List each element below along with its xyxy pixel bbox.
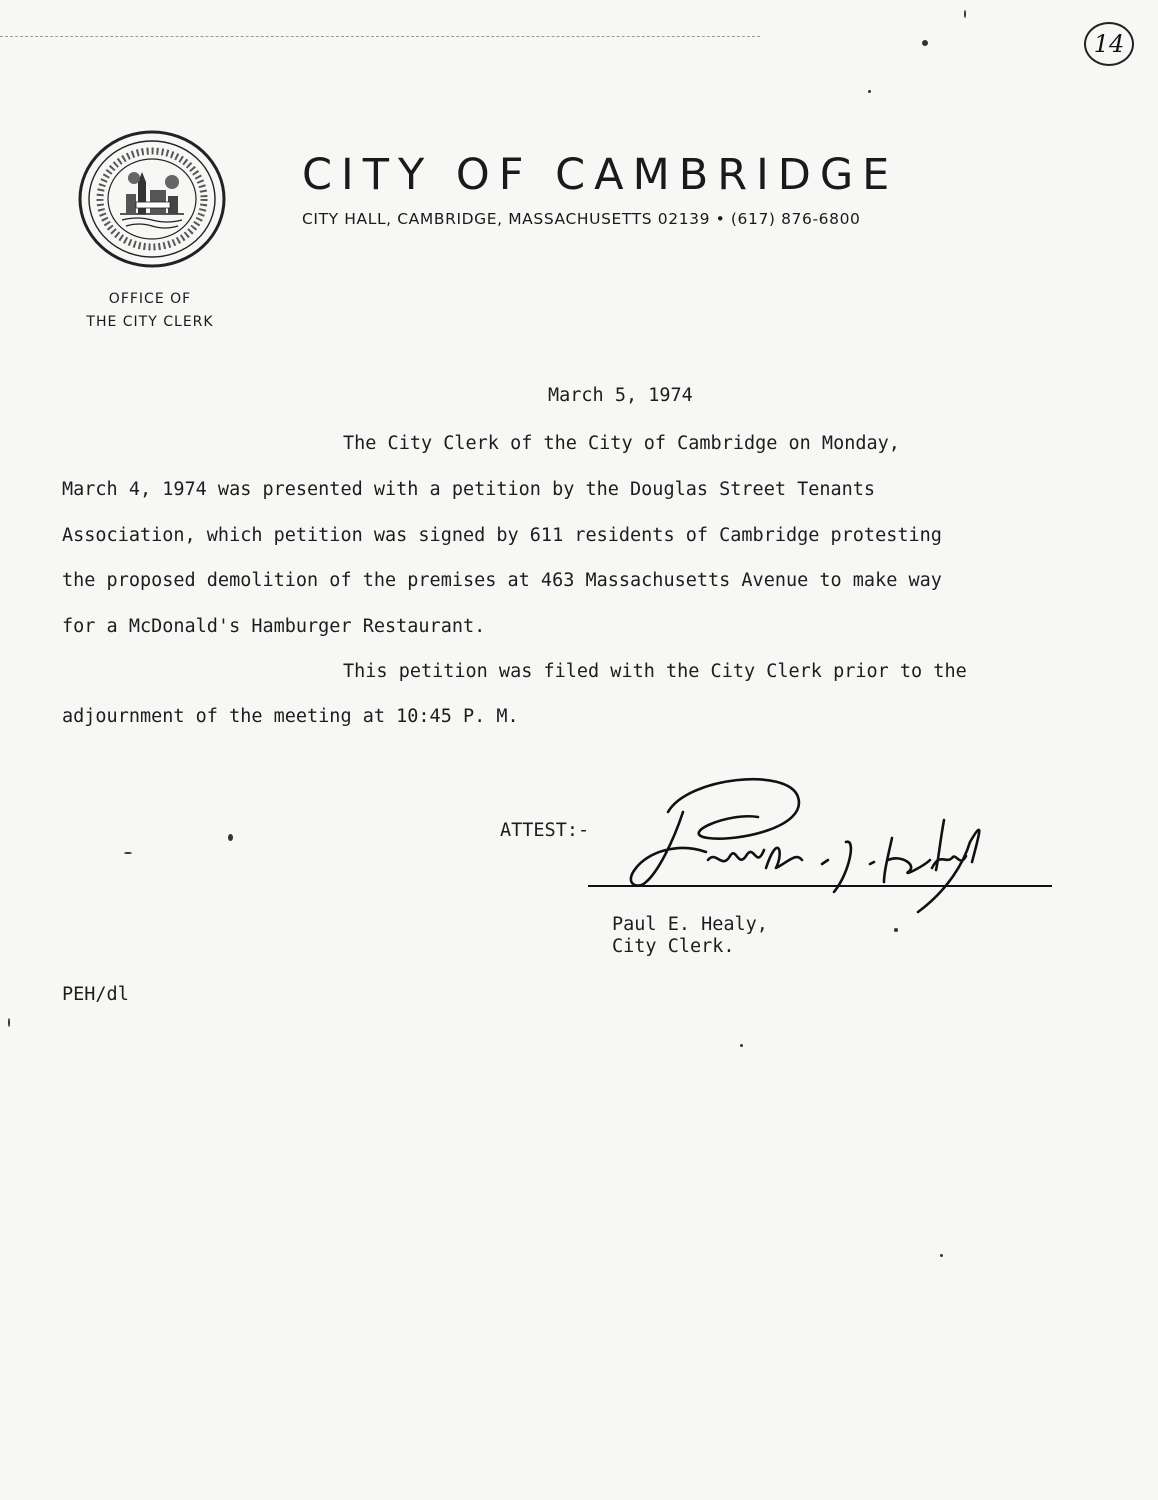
scan-speck (740, 1044, 743, 1047)
signer-title: City Clerk. (612, 936, 735, 957)
scan-speck (124, 852, 132, 854)
page-number: 14 (1084, 22, 1134, 66)
signer-name: Paul E. Healy, (612, 914, 768, 935)
office-line-1: OFFICE OF (108, 291, 192, 307)
body-line: adjournment of the meeting at 10:45 P. M. (62, 706, 519, 727)
body-line: March 4, 1974 was presented with a petition by the Douglas Street Tenants (62, 479, 876, 500)
typist-initials: PEH/dl (62, 984, 129, 1005)
scan-speck (894, 928, 898, 932)
scan-speck (964, 10, 966, 18)
scan-speck (228, 834, 233, 841)
scan-speck (868, 90, 871, 93)
scan-speck (940, 1254, 943, 1257)
letterhead-address: CITY HALL, CAMBRIDGE, MASSACHUSETTS 02139 • (617) 876-6800 (302, 210, 861, 228)
body-line: the proposed demolition of the premises at 463 Massachusetts Avenue to make way (62, 570, 942, 591)
body-line: This petition was filed with the City Clerk prior to the (343, 661, 967, 682)
letterhead-title: CITY OF CAMBRIDGE (302, 150, 899, 200)
city-seal-icon (76, 128, 228, 270)
body-line: The City Clerk of the City of Cambridge on Monday, (343, 433, 900, 454)
office-line-2: THE CITY CLERK (86, 314, 214, 330)
scan-speck (8, 1018, 10, 1027)
scan-rule (0, 36, 760, 37)
attest-label: ATTEST:- (500, 820, 590, 841)
letter-date: March 5, 1974 (548, 385, 693, 406)
body-line: for a McDonald's Hamburger Restaurant. (62, 616, 486, 637)
body-line: Association, which petition was signed by 611 residents of Cambridge protesting (62, 525, 942, 546)
signature (588, 772, 1058, 922)
scan-speck (922, 40, 928, 46)
